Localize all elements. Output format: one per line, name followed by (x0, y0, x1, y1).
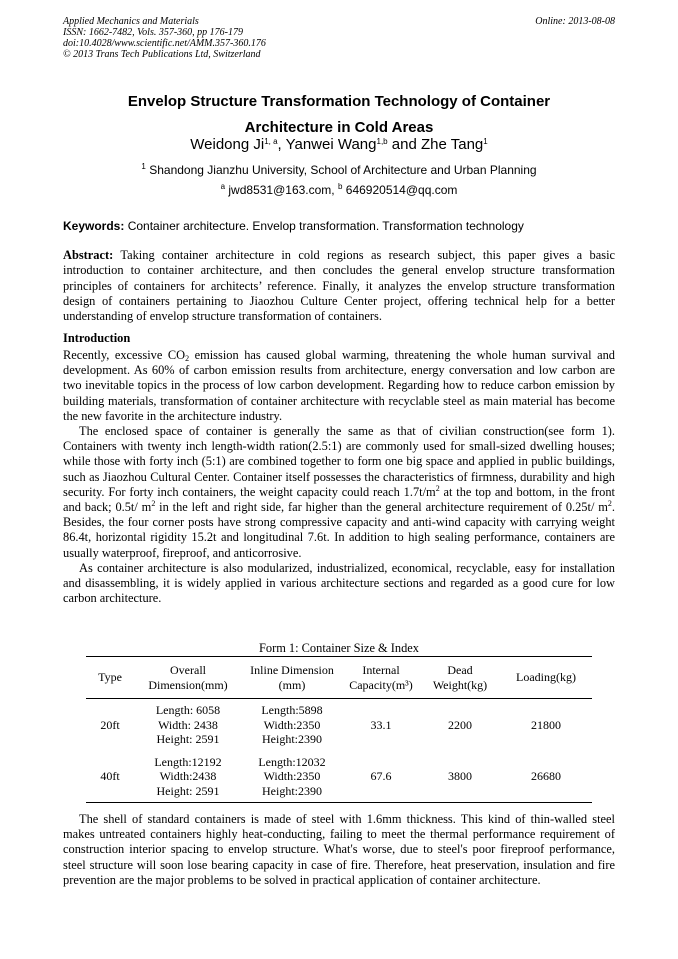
p1-text-b: emission has caused global warming, threatening the whole human survival and development. As 60% of carbon emission results from architecture, energy conversation and low carbon are two inevitable topics in the process of low carbon development. Regarding how to reduce carbon emission by building materials, transformation of container architecture with recyclable steel as main material has become the new favorite in the architecture industry. (63, 348, 615, 423)
paragraph-3: As container architecture is also modularized, industrialized, economical, recyclable, easy for installation and disassembling, it is widely applied in various architecture sections and regarded as a good cure for low carbon architecture. (63, 560, 615, 606)
header-loading: Loading(kg) (516, 670, 576, 685)
p2-sup-1: 2 (435, 483, 440, 493)
section-heading-introduction: Introduction (63, 331, 131, 345)
introduction-body (63, 348, 615, 606)
affiliation-sup: 1 (141, 162, 146, 171)
p2-text-a: The enclosed space of container is generally the same as that of civilian construction(see form 1). Containers with twenty inch length-width ration(2.5:1) are commonly used for small-sized dwelling houses; while those with forty inch (5:1) are combined together to form one big space and applied in public buildings, such as Jiaozhou Cultural Center. Container itself possesses the characteristics of firmness, durability and high security. For forty inch containers, the weight capacity could reach 1.7t/m (63, 424, 615, 499)
email-b[interactable]: 646920514@qq.com (345, 183, 458, 197)
cell-capacity: 67.6 (370, 769, 392, 783)
p2-sup-2: 2 (151, 499, 156, 509)
post-table-body (63, 812, 615, 888)
issn-line: ISSN: 1662-7482, Vols. 357-360, pp 176-179 (63, 27, 243, 38)
cell-capacity: 33.1 (370, 717, 392, 732)
paragraph-4: The shell of standard containers is made of steel with 1.6mm thickness. This kind of thin-walled steel makes untreated containers highly heat-conducting, failing to meet the thermal performance requirement of construction interior spacing to envelop structure. What's worse, due to steel's poor fireproof performance, steel structure will soon lose bearing capacity in case of fire. Therefore, heat preservation, insulation and fire prevention are the major problems to be solved in practical application of container architecture. (63, 812, 615, 887)
table-header-row (86, 657, 592, 699)
header-dead-weight: Dead Weight(kg) (432, 663, 488, 692)
cell-dead-weight: 3800 (448, 769, 472, 783)
title-line-1: Envelop Structure Transformation Technology of Container (127, 93, 551, 110)
page-header (63, 16, 615, 60)
abstract-text: Taking container architecture in cold regions as research subject, this paper gives a basic introduction to container architecture, and then concludes the general envelop structure transformation principles of containers for architects’ reference. Finally, it analyzes the envelop structure transformation design of containers pertaining to Jiaozhou Culture Center project, offering technical help for a better understanding of envelop structure transformation of containers. (63, 248, 616, 324)
author-emails (63, 182, 615, 198)
p2-text-d: . Besides, the four corner posts have strong compressive capacity and anti-wind capacity with carrying weight 86.4t, horizontal rigidity 15.2t and longitudinal 7.6t. In addition to high sealing performance, containers are usually waterproof, fireproof, and anticorrosive. (63, 500, 615, 560)
affiliation-text: Shandong Jianzhu University, School of Architecture and Urban Planning (149, 163, 537, 177)
journal-name: Applied Mechanics and Materials (63, 16, 199, 27)
table-row (86, 751, 592, 803)
author-2-sup: 1,b (376, 137, 388, 146)
p2-text-c: in the left and right side, far higher than the general architecture requirement of 0.25t/ m (155, 500, 608, 515)
keywords-text: Container architecture. Envelop transformation. Transformation technology (127, 219, 524, 233)
cell-dead-weight: 2200 (448, 717, 472, 732)
author-3: and Zhe Tang (387, 136, 484, 153)
container-size-table (86, 656, 592, 803)
title-line-2: Architecture in Cold Areas (244, 119, 434, 136)
cell-overall: Length: 6058 Width: 2438 Height: 2591 (155, 703, 221, 746)
paper-title (63, 89, 615, 141)
keywords-label: Keywords: (63, 219, 125, 233)
affiliation (63, 162, 615, 178)
table-caption: Form 1: Container Size & Index (258, 641, 420, 655)
p2-sup-3: 2 (607, 499, 612, 509)
p2-text-b: at the top and bottom, in the front and back; 0.5t/ m (63, 484, 616, 515)
table-row (86, 699, 592, 751)
online-date: Online: 2013-08-08 (535, 16, 615, 27)
email-a[interactable]: jwd8531@163.com, (228, 183, 335, 197)
abstract (63, 248, 615, 324)
p1-text-a: Recently, excessive CO (63, 348, 186, 362)
email-b-sup: b (337, 182, 343, 191)
paragraph-1 (63, 348, 615, 424)
author-2: , Yanwei Wang (277, 136, 377, 153)
header-type: Type (98, 670, 122, 685)
author-1-sup: 1, a (264, 137, 278, 146)
header-overall: Overall Dimension(mm) (148, 663, 228, 692)
keywords (63, 218, 615, 234)
author-1: Weidong Ji (190, 136, 265, 153)
cell-inline: Length:12032 Width:2350 Height:2390 (258, 754, 326, 798)
author-3-sup: 1 (483, 137, 488, 146)
author-list (63, 135, 615, 155)
p1-sub: 2 (185, 354, 190, 363)
paragraph-2 (63, 424, 615, 561)
copyright-line: © 2013 Trans Tech Publications Ltd, Switzerland (63, 49, 261, 60)
header-inline: Inline Dimension (mm) (250, 663, 334, 692)
cell-loading: 26680 (531, 769, 561, 783)
cell-type: 20ft (100, 717, 120, 732)
cell-inline: Length:5898 Width:2350 Height:2390 (261, 703, 323, 746)
abstract-label: Abstract: (63, 248, 114, 262)
doi-line[interactable]: doi:10.4028/www.scientific.net/AMM.357-360.176 (63, 38, 266, 49)
header-internal-capacity: Internal Capacity(m³) (349, 663, 413, 692)
cell-loading: 21800 (531, 717, 561, 732)
cell-type: 40ft (100, 769, 120, 783)
cell-overall: Length:12192 Width:2438 Height: 2591 (154, 754, 222, 798)
email-a-sup: a (220, 182, 226, 191)
